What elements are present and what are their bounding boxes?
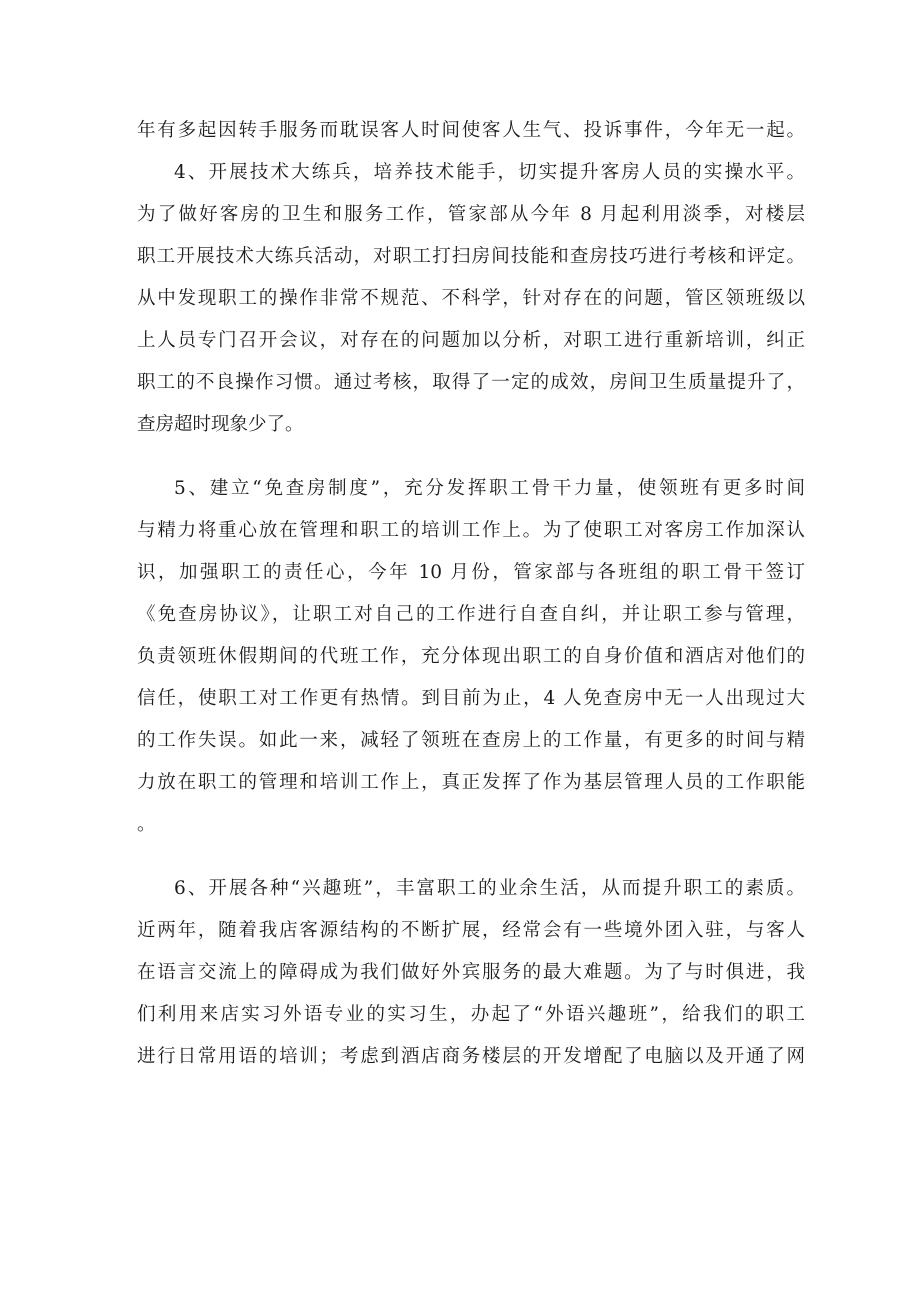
- text-line: 4、开展技术大练兵，培养技术能手，切实提升客房人员的实操水平。: [174, 162, 805, 183]
- text-line: 《免查房协议》，让职工对自己的工作进行自查自纠，并让职工参与管理，: [137, 604, 805, 625]
- document-body: [137, 110, 805, 1078]
- text-line: 负责领班休假期间的代班工作，充分体现出职工的自身价值和酒店对他们的: [137, 646, 805, 667]
- text-line: 与精力将重心放在管理和职工的培训工作上。为了使职工对客房工作加深认: [137, 520, 805, 541]
- paragraph-item-5: [137, 468, 805, 846]
- paragraph-item-6: [137, 868, 805, 1078]
- text-line: 信任，使职工对工作更有热情。到目前为止，4 人免查房中无一人出现过大: [137, 688, 805, 709]
- text-line: 从中发现职工的操作非常不规范、不科学，针对存在的问题，管区领班级以: [137, 288, 805, 309]
- text-line: 6、开展各种“兴趣班”，丰富职工的业余生活，从而提升职工的素质。: [174, 878, 805, 899]
- text-line: 为了做好客房的卫生和服务工作，管家部从今年 8 月起利用淡季，对楼层: [137, 204, 805, 225]
- paragraph-1: [137, 110, 805, 152]
- text-line: 识，加强职工的责任心，今年 10 月份，管家部与各班组的职工骨干签订: [137, 562, 805, 583]
- text-line: 职工开展技术大练兵活动，对职工打扫房间技能和查房技巧进行考核和评定。: [137, 246, 805, 267]
- text-line: 进行日常用语的培训；考虑到酒店商务楼层的开发增配了电脑以及开通了网: [137, 1046, 805, 1067]
- text-line: 近两年，随着我店客源结构的不断扩展，经常会有一些境外团入驻，与客人: [137, 920, 805, 941]
- text-line: 年有多起因转手服务而耽误客人时间使客人生气、投诉事件，今年无一起。: [137, 120, 805, 141]
- text-line: 上人员专门召开会议，对存在的问题加以分析，对职工进行重新培训，纠正: [137, 330, 805, 351]
- text-line: 5、建立“免查房制度”，充分发挥职工骨干力量，使领班有更多时间: [174, 478, 805, 499]
- text-line: 力放在职工的管理和培训工作上，真正发挥了作为基层管理人员的工作职能: [137, 772, 805, 793]
- text-line: 在语言交流上的障碍成为我们做好外宾服务的最大难题。为了与时俱进，我: [137, 962, 805, 983]
- text-line: 职工的不良操作习惯。通过考核，取得了一定的成效，房间卫生质量提升了，: [137, 372, 805, 393]
- text-line: 。: [137, 814, 156, 835]
- paragraph-item-4: [137, 152, 805, 446]
- text-line: 的工作失误。如此一来，减轻了领班在查房上的工作量，有更多的时间与精: [137, 730, 805, 751]
- text-line: 们利用来店实习外语专业的实习生，办起了“外语兴趣班”，给我们的职工: [137, 1004, 805, 1025]
- text-line: 查房超时现象少了。: [137, 414, 304, 435]
